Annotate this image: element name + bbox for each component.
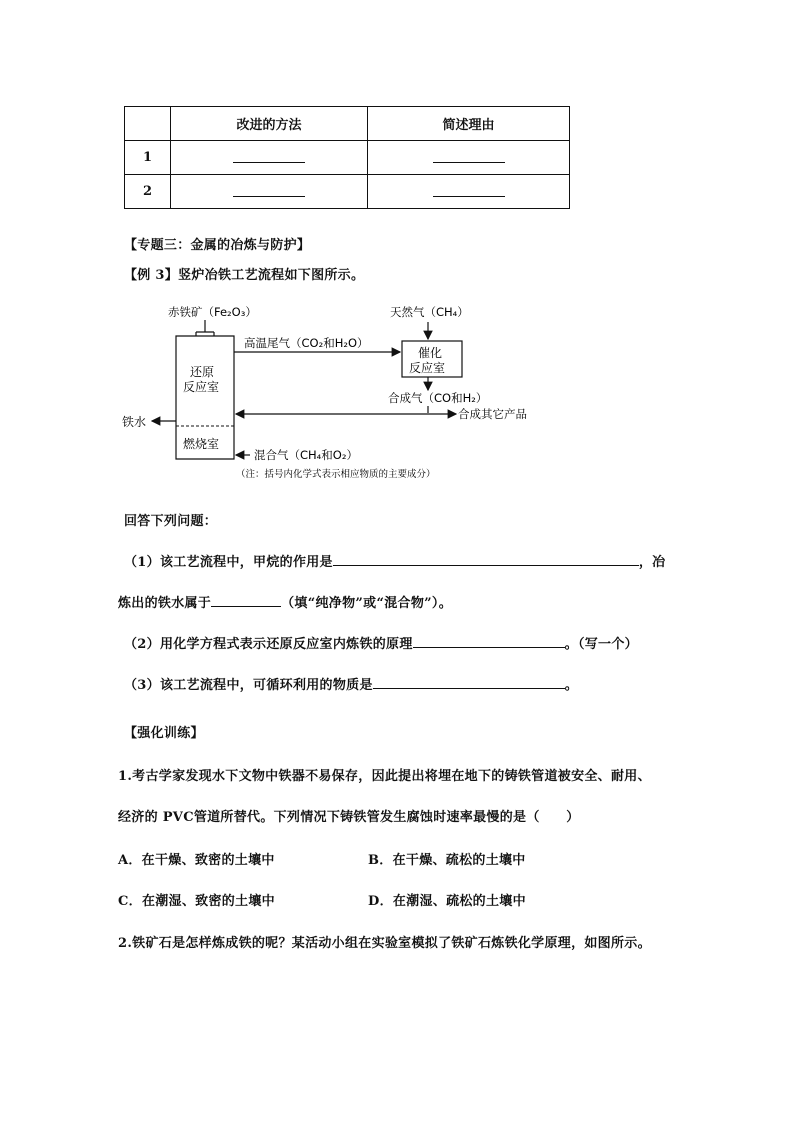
question-3-tail: 。 xyxy=(564,678,579,693)
answer-blank-2[interactable] xyxy=(413,633,565,648)
table-header-cell: 简述理由 xyxy=(368,107,570,141)
questions-intro: 回答下列问题： xyxy=(124,514,218,529)
table-row xyxy=(125,141,570,175)
training-problem-1-line1: 1.考古学家发现水下文物中铁器不易保存，因此提出将埋在地下的铸铁管道被安全、耐用、 xyxy=(118,769,651,784)
training-title: 【强化训练】 xyxy=(124,726,204,741)
option-c[interactable]: C．在潮湿、致密的土壤中 xyxy=(118,894,275,909)
table-header-cell: 改进的方法 xyxy=(171,107,368,141)
answer-blank[interactable] xyxy=(433,148,505,163)
blank-cell xyxy=(368,141,570,175)
catalytic-room-label-1: 催化 xyxy=(418,346,443,360)
question-1b-tail: （填“纯净物”或“混合物”）。 xyxy=(281,596,453,611)
answer-blank[interactable] xyxy=(233,182,305,197)
table-row xyxy=(125,175,570,209)
diagram-note: （注：括号内化学式表示相应物质的主要成分） xyxy=(236,469,436,480)
answer-blank[interactable] xyxy=(233,148,305,163)
question-2-text: （2）用化学方程式表示还原反应室内炼铁的原理 xyxy=(124,637,413,652)
question-3-text: （3）该工艺流程中，可循环利用的物质是 xyxy=(124,678,373,693)
section-title: 【专题三：金属的冶炼与防护】 xyxy=(124,238,311,253)
other-products-label: 合成其它产品 xyxy=(458,407,527,421)
process-flow-diagram xyxy=(110,296,580,488)
example-title: 【例 3】竖炉冶铁工艺流程如下图所示。 xyxy=(124,268,365,283)
syngas-label: 合成气（CO和H₂） xyxy=(388,391,488,405)
table-header-cell xyxy=(125,107,171,141)
burn-room-label: 燃烧室 xyxy=(183,437,220,451)
tail-gas-label: 高温尾气（CO₂和H₂O） xyxy=(244,336,369,350)
catalytic-room-label-2: 反应室 xyxy=(409,361,446,375)
question-2 xyxy=(124,633,638,652)
reduction-room-label-1: 还原 xyxy=(190,365,215,379)
answer-blank-1a[interactable] xyxy=(333,551,639,566)
row-number: 2 xyxy=(125,175,171,209)
reduction-room-label-2: 反应室 xyxy=(183,380,220,394)
question-1b-text: 炼出的铁水属于 xyxy=(118,596,212,611)
question-1a-end: ，冶 xyxy=(638,555,666,570)
blank-cell xyxy=(171,175,368,209)
answer-blank[interactable] xyxy=(433,182,505,197)
mixed-gas-label: 混合气（CH₄和O₂） xyxy=(254,448,358,462)
option-a[interactable]: A．在干燥、致密的土壤中 xyxy=(118,853,275,868)
question-3 xyxy=(124,674,578,693)
natural-gas-label: 天然气（CH₄） xyxy=(390,305,469,319)
question-1b xyxy=(118,592,452,611)
blank-cell xyxy=(171,141,368,175)
row-number: 1 xyxy=(125,141,171,175)
improvement-table xyxy=(124,106,570,209)
training-problem-1-line2: 经济的 PVC管道所替代。下列情况下铸铁管发生腐蚀时速率最慢的是（ ） xyxy=(118,810,580,825)
table-header-row xyxy=(125,107,570,141)
answer-blank-1b[interactable] xyxy=(211,592,281,607)
question-1a xyxy=(124,551,665,570)
question-1a-text: （1）该工艺流程中，甲烷的作用是 xyxy=(124,555,333,570)
answer-blank-3[interactable] xyxy=(373,674,565,689)
iron-out-label: 铁水 xyxy=(122,415,147,429)
ore-label: 赤铁矿（Fe₂O₃） xyxy=(168,305,257,319)
option-d[interactable]: D．在潮湿、疏松的土壤中 xyxy=(368,894,526,909)
option-b[interactable]: B．在干燥、疏松的土壤中 xyxy=(368,853,526,868)
question-2-tail: 。（写一个） xyxy=(564,637,638,652)
training-problem-2: 2.铁矿石是怎样炼成铁的呢？某活动小组在实验室模拟了铁矿石炼铁化学原理，如图所示。 xyxy=(118,936,651,951)
blank-cell xyxy=(368,175,570,209)
